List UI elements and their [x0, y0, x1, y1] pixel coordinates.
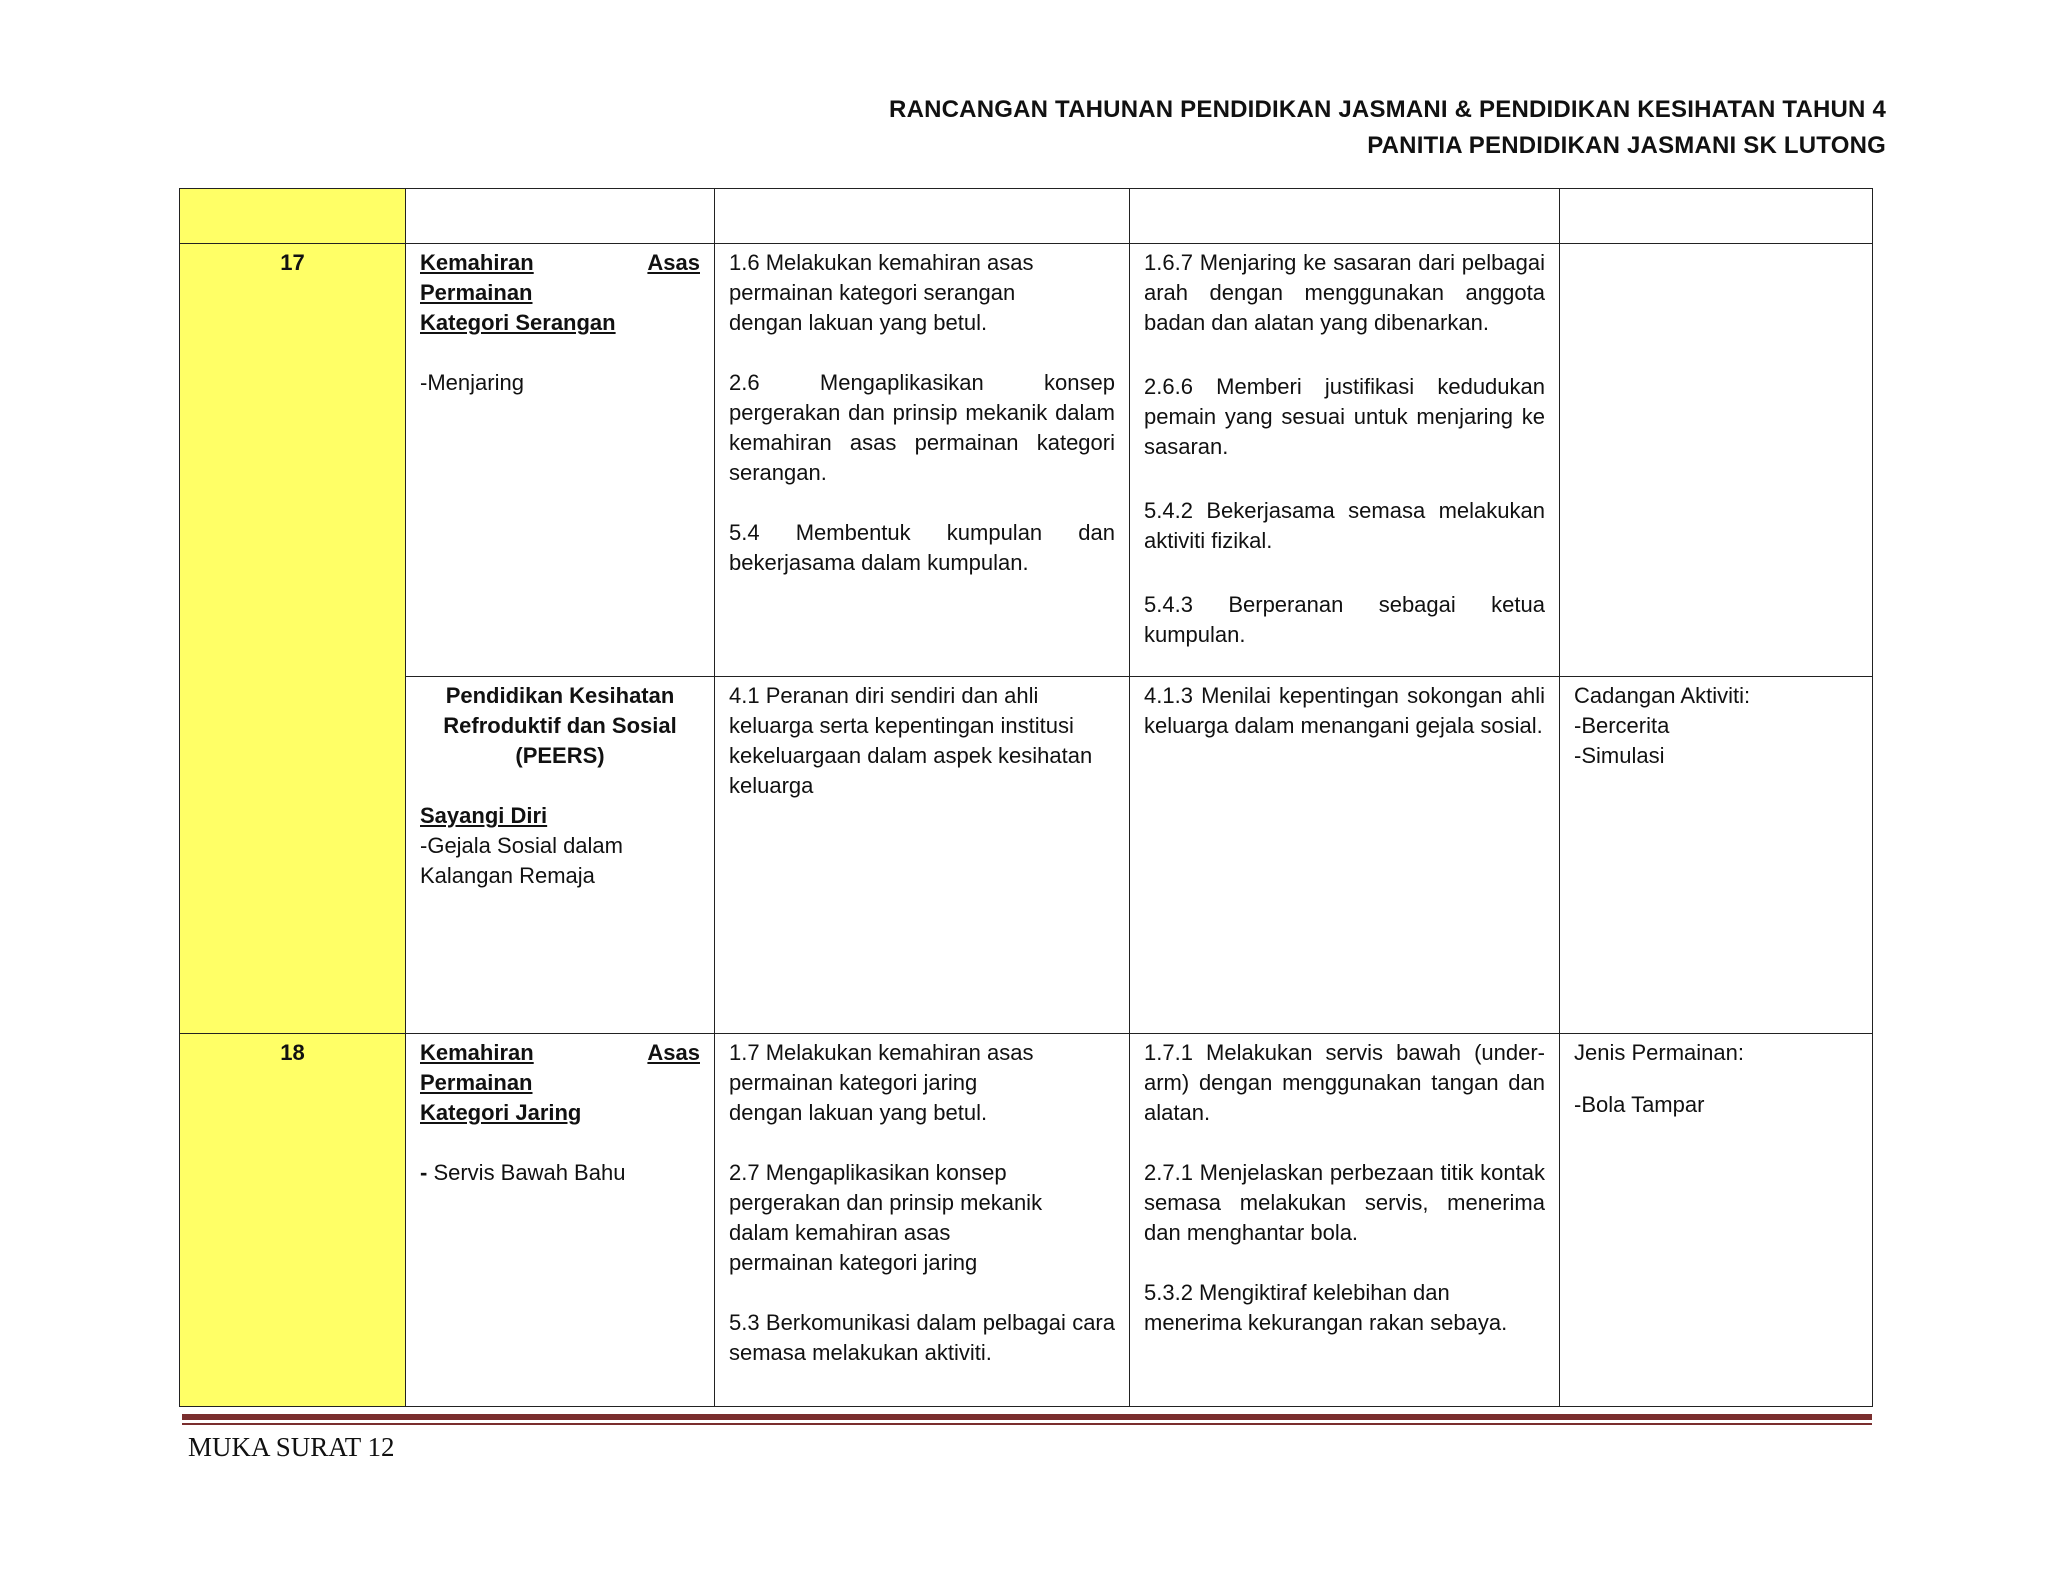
- page-number-label: MUKA SURAT 12: [188, 1432, 395, 1462]
- content-standard-2-7-line: pergerakan dan prinsip mekanik: [729, 1190, 1043, 1215]
- empty-cell: [1560, 189, 1873, 244]
- topic-title-word: Kemahiran: [420, 1040, 534, 1065]
- content-standard-5-3: 5.3 Berkomunikasi dalam pelbagai cara semasa melakukan aktiviti.: [729, 1310, 1115, 1365]
- learning-standard-cell: [1130, 244, 1560, 677]
- document-title: RANCANGAN TAHUNAN PENDIDIKAN JASMANI & PENDIDIKAN KESIHATAN TAHUN 4: [889, 96, 1886, 123]
- content-standard-1-7-line: permainan kategori jaring: [729, 1070, 978, 1095]
- yearly-plan-table: [179, 188, 1873, 1407]
- learning-standard-1-6-7: 1.6.7 Menjaring ke sasaran dari pelbagai arah dengan menggunakan anggota badan dan alatan yang dibenarkan.: [1144, 250, 1545, 335]
- notes-heading: Jenis Permainan:: [1574, 1040, 1744, 1065]
- notes-item: -Bercerita: [1574, 713, 1670, 738]
- topic-title-line-2: Permainan: [420, 280, 533, 305]
- health-topic-sub-line-1: -Gejala Sosial dalam: [420, 833, 623, 858]
- content-standard-2-6: 2.6 Mengaplikasikan konsep pergerakan dan prinsip mekanik dalam kemahiran asas permainan kategori serangan.: [729, 370, 1115, 485]
- week-number-18: 18: [180, 1034, 406, 1407]
- notes-heading: Cadangan Aktiviti:: [1574, 683, 1751, 708]
- empty-cell: [715, 189, 1130, 244]
- learning-standard-5-4-3: 5.4.3 Berperanan sebagai ketua kumpulan.: [1144, 592, 1545, 647]
- content-standard-cell: [715, 244, 1130, 677]
- topic-title-word: Asas: [647, 250, 700, 275]
- table-row-week-17-pj: [180, 244, 1873, 677]
- health-topic-title-line-2: Refroduktif dan Sosial: [443, 713, 677, 738]
- topic-title-word: Asas: [647, 1040, 700, 1065]
- footer-rule: [182, 1414, 1872, 1420]
- notes-cell: [1560, 244, 1873, 677]
- content-standard-2-7-line: permainan kategori jaring: [729, 1250, 978, 1275]
- learning-standard-5-3-2: 5.3.2 Mengiktiraf kelebihan dan menerima kekurangan rakan sebaya.: [1144, 1280, 1508, 1335]
- notes-item: -Simulasi: [1574, 743, 1665, 768]
- dash: -: [420, 1160, 428, 1185]
- topic-title-line-3: Kategori Jaring: [420, 1100, 582, 1125]
- topic-title-word: Kemahiran: [420, 250, 534, 275]
- empty-cell: [1130, 189, 1560, 244]
- topic-subtitle-text: Servis Bawah Bahu: [427, 1160, 626, 1185]
- learning-standard-2-7-1: 2.7.1 Menjelaskan perbezaan titik kontak semasa melakukan servis, menerima dan menghantar bola.: [1144, 1160, 1545, 1245]
- content-standard-cell: [715, 677, 1130, 1034]
- topic-title-line-1: [420, 1038, 700, 1068]
- health-topic-heading: Sayangi Diri: [420, 803, 548, 828]
- content-standard-2-7-line: dalam kemahiran asas: [729, 1220, 951, 1245]
- learning-standard-2-6-6: 2.6.6 Memberi justifikasi kedudukan pemain yang sesuai untuk menjaring ke sasaran.: [1144, 374, 1545, 459]
- topic-cell: [406, 1034, 715, 1407]
- learning-standard-1-7-1: 1.7.1 Melakukan servis bawah (under-arm) dengan menggunakan tangan dan alatan.: [1144, 1040, 1545, 1125]
- topic-subtitle: [420, 1158, 700, 1188]
- learning-standard-cell: [1130, 677, 1560, 1034]
- notes-cell: [1560, 677, 1873, 1034]
- document-subtitle: PANITIA PENDIDIKAN JASMANI SK LUTONG: [1367, 132, 1886, 159]
- content-standard-4-1: 4.1 Peranan diri sendiri dan ahli keluarga serta kepentingan institusi kekeluargaan dalam aspek kesihatan keluarga: [729, 683, 1093, 798]
- notes-cell: [1560, 1034, 1873, 1407]
- topic-cell: [406, 677, 715, 1034]
- health-topic-title-line-1: Pendidikan Kesihatan: [445, 683, 675, 708]
- content-standard-1-7-line: dengan lakuan yang betul.: [729, 1100, 988, 1125]
- content-standard-2-7-line: 2.7 Mengaplikasikan konsep: [729, 1160, 1007, 1185]
- topic-title-line-2: Permainan: [420, 1070, 533, 1095]
- week-cell-empty: [180, 189, 406, 244]
- health-topic-title-line-3: (PEERS): [515, 743, 605, 768]
- learning-standard-5-4-2: 5.4.2 Bekerjasama semasa melakukan aktiviti fizikal.: [1144, 498, 1545, 553]
- content-standard-cell: [715, 1034, 1130, 1407]
- content-standard-1-7-line: 1.7 Melakukan kemahiran asas: [729, 1040, 1034, 1065]
- notes-item: -Bola Tampar: [1574, 1092, 1705, 1117]
- topic-title-line-1: [420, 248, 700, 278]
- learning-standard-4-1-3: 4.1.3 Menilai kepentingan sokongan ahli keluarga dalam menangani gejala sosial.: [1144, 683, 1545, 738]
- week-number-17: 17: [180, 244, 406, 1034]
- health-topic-sub-line-2: Kalangan Remaja: [420, 863, 595, 888]
- learning-standard-cell: [1130, 1034, 1560, 1407]
- empty-cell: [406, 189, 715, 244]
- topic-title-line-3: Kategori Serangan: [420, 310, 616, 335]
- topic-cell: [406, 244, 715, 677]
- content-standard-1-6: 1.6 Melakukan kemahiran asas permainan kategori serangan dengan lakuan yang betul.: [729, 250, 1034, 335]
- content-standard-5-4: 5.4 Membentuk kumpulan dan bekerjasama dalam kumpulan.: [729, 520, 1115, 575]
- table-row-week-17-pk: [180, 677, 1873, 1034]
- table-row-empty: [180, 189, 1873, 244]
- footer-rule-thin: [182, 1423, 1872, 1425]
- topic-subtitle: -Menjaring: [420, 370, 524, 395]
- table-row-week-18: [180, 1034, 1873, 1407]
